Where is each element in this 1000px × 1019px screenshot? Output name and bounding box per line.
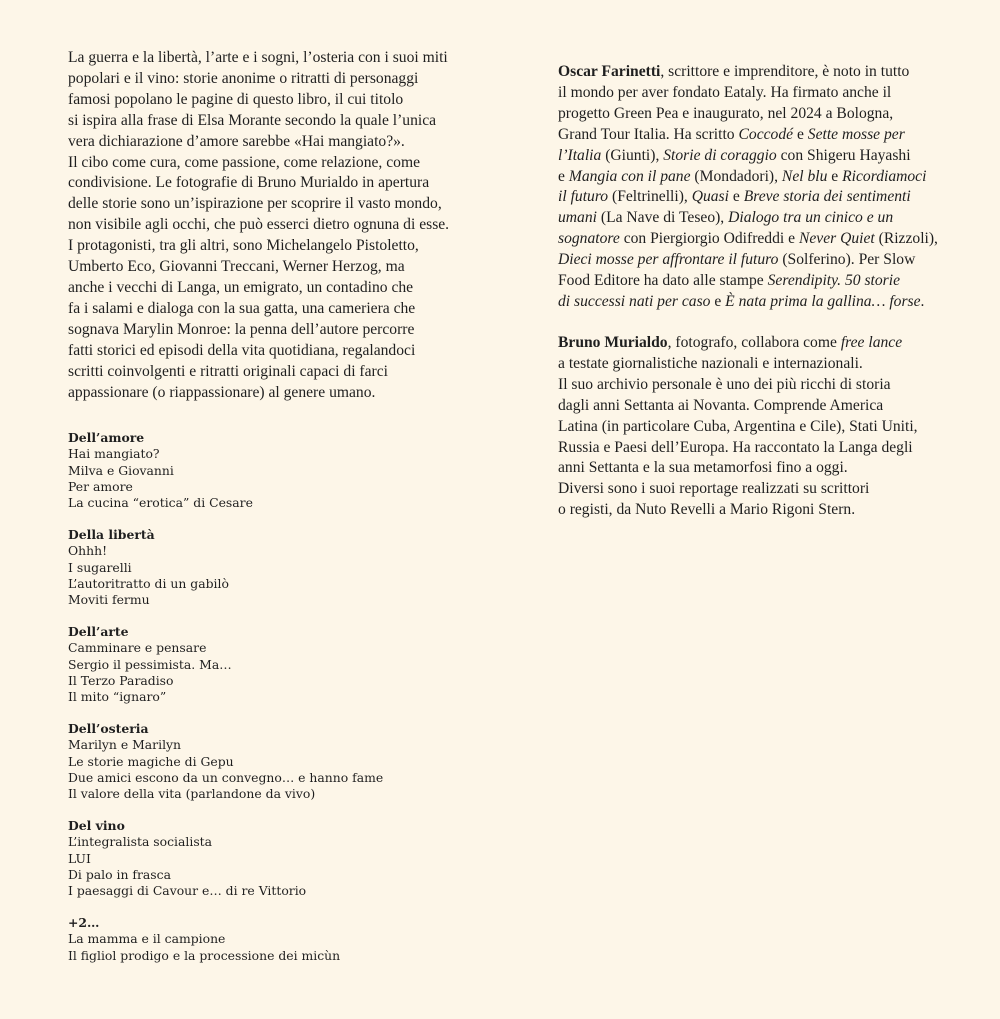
toc-section-liberta bbox=[68, 527, 383, 608]
bio-line: di successi nati per caso e È nata prima la gallina… forse. bbox=[558, 292, 925, 310]
author-name: Bruno Murialdo bbox=[558, 334, 668, 351]
intro-line: popolari e il vino: storie anonime o ritratti di personaggi bbox=[68, 69, 419, 87]
bio-line: a testate giornalistiche nazionali e internazionali. bbox=[558, 354, 863, 372]
bio-line: Il suo archivio personale è uno dei più ricchi di storia bbox=[558, 375, 891, 393]
bio-line: anni Settanta e la sua metamorfosi fino a oggi. bbox=[558, 459, 848, 477]
bio-line: sognatore con Piergiorgio Odifreddi e Never Quiet (Rizzoli), bbox=[558, 230, 938, 248]
toc-section-title: Della libertà bbox=[68, 526, 155, 542]
bio-line: Oscar Farinetti, scrittore e imprenditore, è noto in tutto bbox=[558, 63, 910, 80]
toc-item: I sugarelli bbox=[68, 559, 132, 575]
toc-item: Il mito “ignaro” bbox=[68, 689, 167, 705]
bio-line: Russia e Paesi dell’Europa. Ha raccontato la Langa degli bbox=[558, 438, 913, 456]
toc-section-arte bbox=[68, 624, 383, 705]
toc-item: Il Terzo Paradiso bbox=[68, 672, 174, 688]
intro-line: I protagonisti, tra gli altri, sono Michelangelo Pistoletto, bbox=[68, 237, 419, 255]
bio-line: Diversi sono i suoi reportage realizzati su scrittori bbox=[558, 480, 870, 498]
toc-item: L’autoritratto di un gabilò bbox=[68, 575, 229, 591]
toc-section-title: Dell’amore bbox=[68, 430, 145, 445]
toc-item: Il valore della vita (parlandone da vivo) bbox=[68, 786, 316, 802]
bio-line: Latina (in particolare Cuba, Argentina e Cile), Stati Uniti, bbox=[558, 417, 918, 435]
toc-item: Due amici escono da un convegno… e hanno fame bbox=[68, 769, 384, 785]
intro-line: famosi popolano le pagine di questo libro, il cui titolo bbox=[68, 90, 404, 108]
bio-line: o registi, da Nuto Revelli a Mario Rigoni Stern. bbox=[558, 501, 856, 519]
toc-item: Le storie magiche di Gepu bbox=[68, 753, 234, 769]
intro-line: fatti storici ed episodi della vita quotidiana, regalandoci bbox=[68, 341, 416, 359]
toc-item: Camminare e pensare bbox=[68, 640, 207, 656]
bio-line: e Mangia con il pane (Mondadori), Nel blu e Ricordiamoci bbox=[558, 167, 927, 185]
bio-line: progetto Green Pea e inaugurato, nel 2024 a Bologna, bbox=[558, 104, 894, 122]
intro-line: anche i vecchi di Langa, un emigrato, un contadino che bbox=[68, 278, 414, 296]
bio-line: Grand Tour Italia. Ha scritto Coccodé e Sette mosse per bbox=[558, 125, 905, 143]
author-name: Oscar Farinetti bbox=[558, 63, 661, 80]
toc-item: Hai mangiato? bbox=[68, 446, 160, 462]
toc-section-osteria bbox=[68, 721, 383, 802]
intro-line: delle storie sono un’ispirazione per scoprire il vasto mondo, bbox=[68, 195, 442, 213]
toc-item: L’integralista socialista bbox=[68, 834, 213, 850]
toc-section-title: Del vino bbox=[68, 817, 125, 833]
intro-line: vera dichiarazione d’amore sarebbe «Hai mangiato?». bbox=[68, 132, 405, 150]
bio-murialdo bbox=[558, 333, 918, 521]
toc-section-plus2 bbox=[68, 915, 383, 964]
intro-line: non visibile agli occhi, che può esserci dietro ognuna di esse. bbox=[68, 216, 450, 234]
toc-item: I paesaggi di Cavour e… di re Vittorio bbox=[68, 883, 307, 899]
toc-item: La mamma e il campione bbox=[68, 931, 226, 947]
toc-item: Di palo in frasca bbox=[68, 866, 171, 882]
intro-line: fa i salami e dialoga con la sua gatta, una cameriera che bbox=[68, 299, 416, 317]
toc-item: Ohhh! bbox=[68, 543, 108, 559]
toc-item: Marilyn e Marilyn bbox=[68, 737, 182, 753]
bio-line: l’Italia (Giunti), Storie di coraggio con Shigeru Hayashi bbox=[558, 146, 911, 164]
intro-line: si ispira alla frase di Elsa Morante secondo la quale l’unica bbox=[68, 111, 437, 129]
toc-item: LUI bbox=[68, 850, 91, 866]
intro-line: La guerra e la libertà, l’arte e i sogni, l’osteria con i suoi miti bbox=[68, 49, 448, 66]
intro-line: condivisione. Le fotografie di Bruno Murialdo in apertura bbox=[68, 174, 430, 192]
toc-section-vino bbox=[68, 818, 383, 899]
toc-section-title: Dell’arte bbox=[68, 623, 129, 639]
intro-line: sognava Marylin Monroe: la penna dell’autore percorre bbox=[68, 320, 415, 338]
toc-section-amore bbox=[68, 430, 383, 511]
intro-line: Il cibo come cura, come passione, come relazione, come bbox=[68, 153, 421, 171]
bio-line: il mondo per aver fondato Eataly. Ha firmato anche il bbox=[558, 83, 892, 101]
toc-item: La cucina “erotica” di Cesare bbox=[68, 495, 253, 511]
toc-section-title: +2… bbox=[68, 914, 100, 930]
toc-item: Sergio il pessimista. Ma… bbox=[68, 656, 232, 672]
bio-line: Bruno Murialdo, fotografo, collabora come free lance bbox=[558, 334, 903, 351]
intro-line: Umberto Eco, Giovanni Treccani, Werner Herzog, ma bbox=[68, 258, 405, 276]
bio-line: Food Editore ha dato alle stampe Serendipity. 50 storie bbox=[558, 272, 900, 290]
table-of-contents bbox=[68, 430, 383, 979]
bio-farinetti bbox=[558, 62, 938, 313]
bio-line: il futuro (Feltrinelli), Quasi e Breve storia dei sentimenti bbox=[558, 188, 911, 206]
intro-line: appassionare (o riappassionare) al genere umano. bbox=[68, 383, 376, 401]
bio-line: dagli anni Settanta ai Novanta. Comprende America bbox=[558, 396, 884, 414]
intro-paragraph bbox=[68, 48, 449, 403]
toc-section-title: Dell’osteria bbox=[68, 720, 149, 736]
toc-item: Milva e Giovanni bbox=[68, 462, 174, 478]
bio-line: Dieci mosse per affrontare il futuro (Solferino). Per Slow bbox=[558, 251, 916, 269]
toc-item: Per amore bbox=[68, 478, 133, 494]
intro-line: scritti coinvolgenti e ritratti originali capaci di farci bbox=[68, 362, 388, 380]
toc-item: Moviti fermu bbox=[68, 592, 150, 608]
bio-line: umani (La Nave di Teseo), Dialogo tra un cinico e un bbox=[558, 209, 894, 227]
toc-item: Il figliol prodigo e la processione dei micùn bbox=[68, 947, 341, 963]
